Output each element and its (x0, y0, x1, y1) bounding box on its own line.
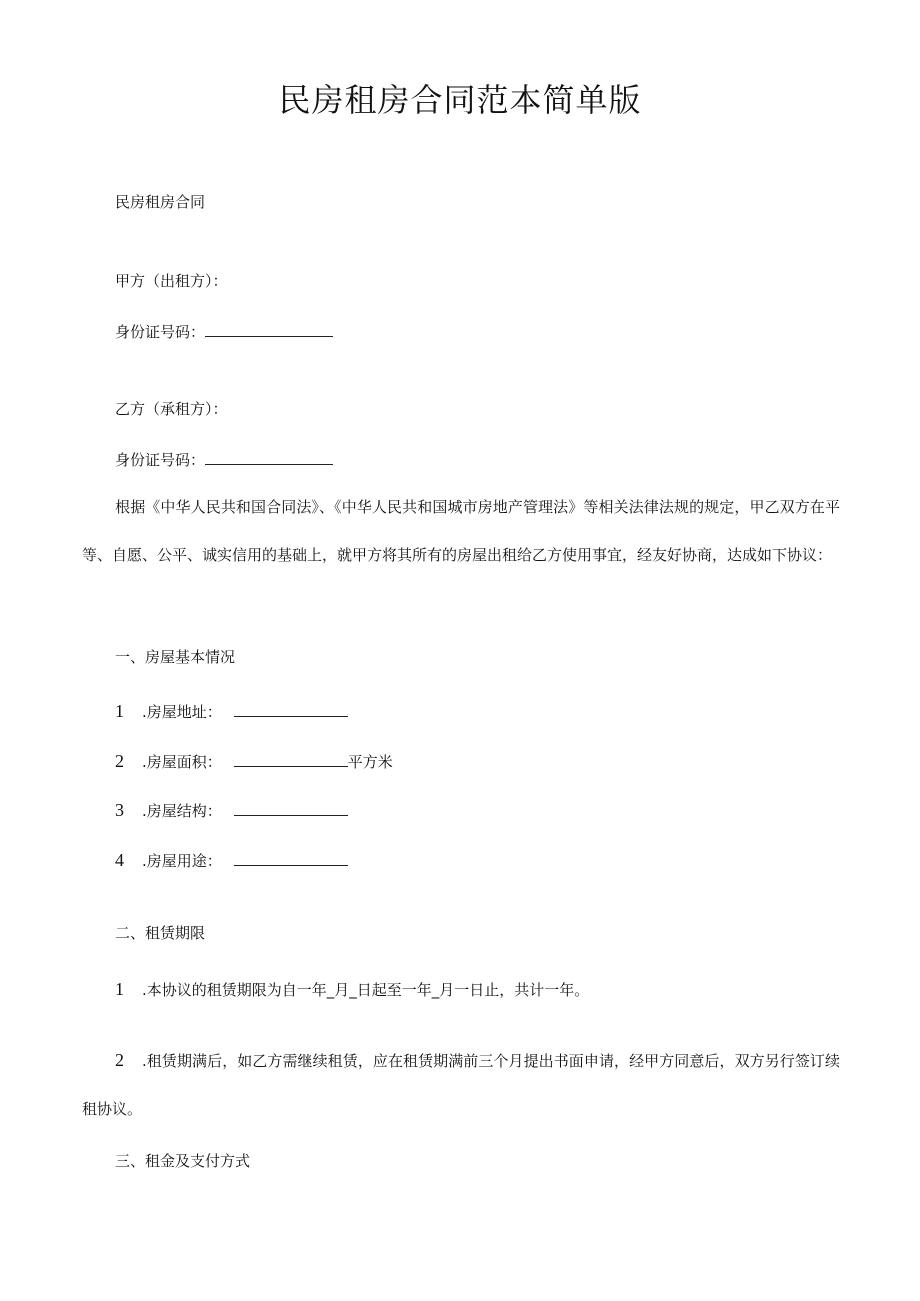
area-unit: 平方米 (347, 753, 393, 771)
address-blank (234, 702, 348, 717)
item-house-address (115, 702, 348, 721)
item-label: .房屋面积： (142, 753, 222, 771)
section-1-heading: 一、房屋基本情况 (115, 648, 236, 666)
lease-term-text: .本协议的租赁期限为自一年_月_日起至一年_月一日止，共计一年。 (142, 981, 590, 999)
item-number: 2 (115, 1050, 124, 1070)
lease-term-item (115, 980, 589, 999)
item-number: 2 (115, 751, 124, 771)
section-3-heading: 三、租金及支付方式 (115, 1152, 251, 1170)
contract-subtitle: 民房租房合同 (115, 193, 206, 211)
item-house-area (115, 752, 393, 771)
item-number: 4 (115, 850, 124, 870)
party-b-id-label: 身份证号码： (115, 451, 206, 469)
party-b-id-blank (205, 450, 333, 465)
item-label: .房屋结构： (142, 802, 222, 820)
item-number: 3 (115, 800, 124, 820)
party-a-label: 甲方（出租方）： (115, 272, 228, 290)
item-house-use (115, 851, 348, 870)
document-title: 民房租房合同范本简单版 (278, 81, 642, 119)
party-a-id-label: 身份证号码： (115, 323, 206, 341)
preamble-paragraph (82, 483, 840, 579)
renewal-text: .租赁期满后，如乙方需继续租赁，应在租赁期满前三个月提出书面申请，经甲方同意后，双方另行签订续租协议。 (82, 1052, 840, 1118)
structure-blank (234, 801, 348, 816)
item-label: .房屋用途： (142, 852, 222, 870)
item-number: 1 (115, 701, 124, 721)
section-2-heading: 二、租赁期限 (115, 924, 206, 942)
item-label: .房屋地址： (142, 703, 222, 721)
use-blank (234, 851, 348, 866)
item-house-structure (115, 801, 348, 820)
party-a-id-blank (205, 322, 333, 337)
party-a-id-line (115, 322, 333, 341)
renewal-paragraph (82, 1036, 840, 1133)
party-b-label: 乙方（承租方）： (115, 400, 228, 418)
area-blank (234, 752, 348, 767)
preamble-text: 根据《中华人民共和国合同法》、《中华人民共和国城市房地产管理法》等相关法律法规的规定，甲乙双方在平等、自愿、公平、诚实信用的基础上，就甲方将其所有的房屋出租给乙方使用事宜，经友好协商，达成如下协议： (82, 498, 840, 564)
party-b-id-line (115, 450, 333, 469)
item-number: 1 (115, 979, 124, 999)
